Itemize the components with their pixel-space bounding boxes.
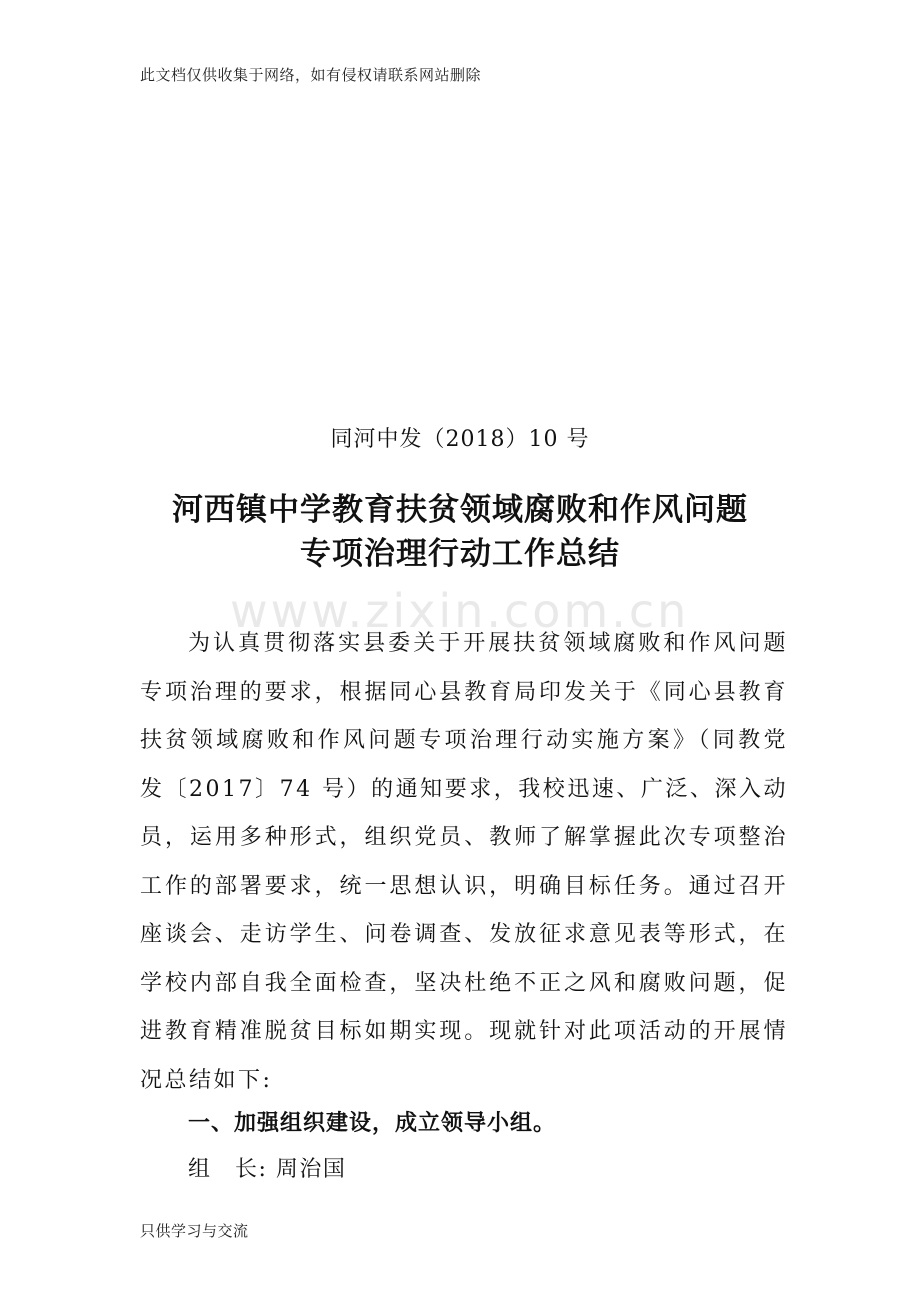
footer-note: 只供学习与交流	[140, 1222, 249, 1240]
document-number: 同河中发（2018）10 号	[330, 427, 590, 452]
watermark-text: www.zixin.com.cn	[230, 584, 690, 638]
header-disclaimer: 此文档仅供收集于网络，如有侵权请联系网站删除	[140, 66, 482, 84]
group-leader-line: 组 长: 周治国	[188, 1157, 347, 1182]
body-paragraph: 为认真贯彻落实县委关于开展扶贫领域腐败和作风问题专项治理的要求，根据同心县教育局印发关于《同心县教育扶贫领域腐败和作风问题专项治理行动实施方案》（同教党发〔2017〕74 号）的通知要求，我校迅速、广泛、深入动员，运用多种形式，组织党员、教师了解掌握此次专项整治工作的部署要求，统一思想认识，明确目标任务。通过召开座谈会、走访学生、问卷调查、发放征求意见表等形式，在学校内部自我全面检查，坚决杜绝不正之风和腐败问题，促进教育精准脱贫目标如期实现。现就针对此项活动的开展情况总结如下:	[140, 631, 788, 1093]
title-line-1: 河西镇中学教育扶贫领域腐败和作风问题	[172, 492, 748, 528]
section-heading: 一、加强组织建设，成立领导小组。	[188, 1111, 557, 1136]
title-line-2: 专项治理行动工作总结	[300, 536, 620, 572]
document-title	[0, 488, 920, 576]
